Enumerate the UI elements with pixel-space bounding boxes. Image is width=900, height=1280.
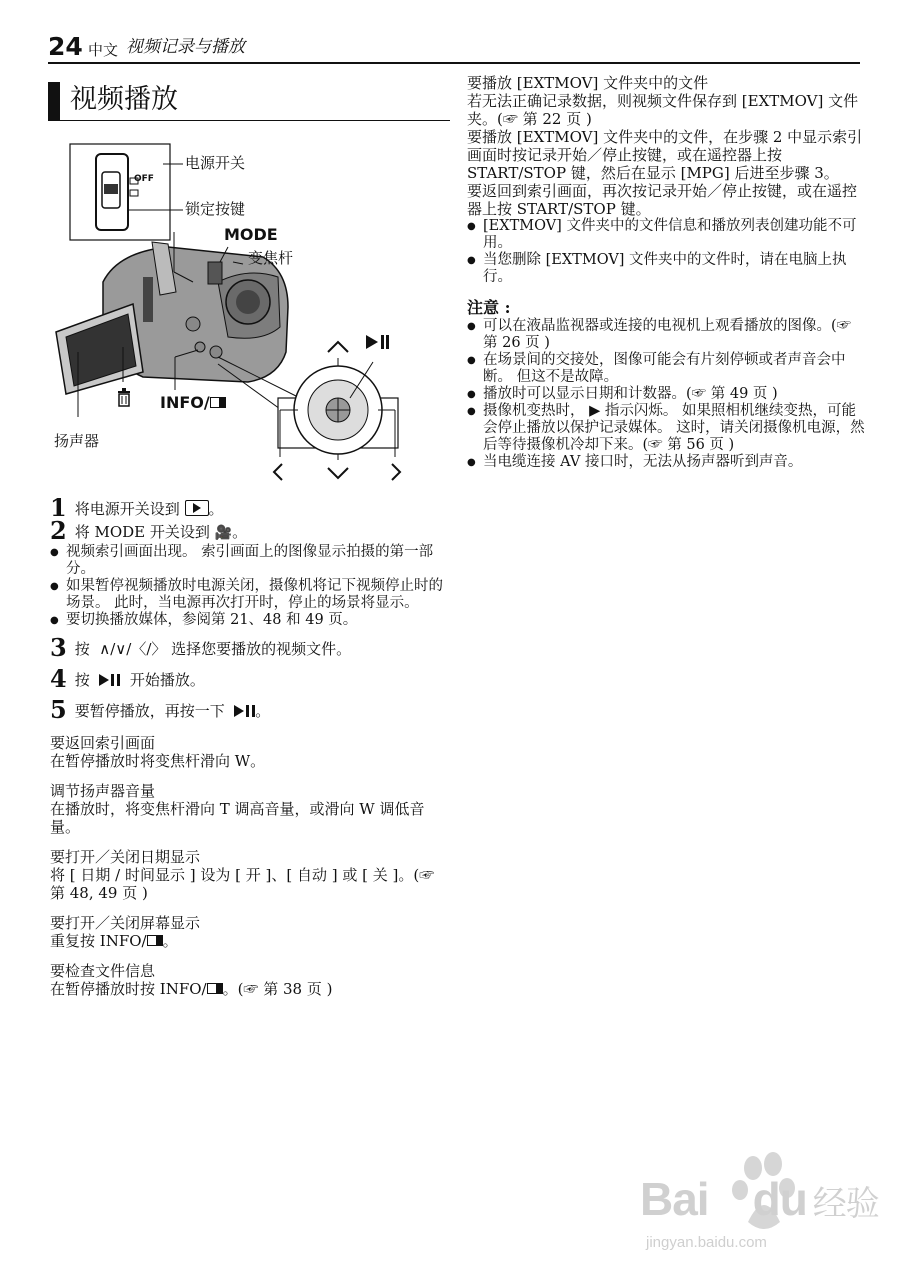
language-label: 中文 — [88, 41, 119, 59]
play-pause-icon — [366, 335, 389, 349]
extmov-bullet-1: ● [EXTMOV] 文件夹中的文件信息和播放列表创建功能不可用。 — [467, 218, 865, 252]
down-chevron-icon — [328, 468, 348, 478]
play-icon — [234, 705, 244, 717]
section-body-index: 在暂停播放时将变焦杆滑向 W。 — [50, 752, 266, 770]
display-icon — [207, 983, 223, 994]
step2-bullet-3: ● 要切换播放媒体，参阅第 21、48 和 49 页。 — [50, 612, 450, 629]
page-header — [48, 32, 860, 64]
video-mode-icon: 🎥 — [214, 525, 233, 541]
extmov-bullet-2: ● 当您删除 [EXTMOV] 文件夹中的文件时，请在电脑上执行。 — [467, 252, 865, 286]
extmov-heading: 要播放 [EXTMOV] 文件夹中的文件 — [467, 74, 709, 92]
step-3: 3 按 ∧/∨/〈/〉 选择您要播放的视频文件。 — [50, 633, 352, 662]
display-icon — [147, 935, 163, 946]
section-head-index: 要返回索引画面 — [50, 734, 156, 752]
trash-icon — [118, 388, 130, 406]
step2-bullet-2: ● 如果暂停视频播放时电源关闭，摄像机将记下视频停止时的场景。 此时，当电源再次打开时，停止的场景将显示。 — [50, 578, 450, 612]
section-body-fileinfo: 在暂停播放时按 INFO/ 。(☞ 第 38 页 ) — [50, 980, 333, 998]
switch-off-label: OFF — [134, 174, 154, 184]
left-column — [50, 493, 450, 998]
section-body-volume: 在播放时，将变焦杆滑向 T 调高音量，或滑向 W 调低音量。 — [50, 800, 425, 836]
notes-heading: 注意 : — [467, 298, 511, 317]
extmov-para-3: 要返回到索引画面，再次按记录开始／停止按键，或在遥控器上按 START/STOP 键。 — [467, 182, 858, 218]
lock-button-label: 锁定按键 — [185, 200, 246, 218]
camcorder-illustration — [48, 132, 450, 492]
note-5: ● 当电缆连接 AV 接口时，无法从扬声器听到声音。 — [467, 454, 865, 471]
info-label: INFO/ — [160, 394, 226, 412]
zoom-lever-label: 变焦杆 — [248, 249, 294, 267]
mode-label: MODE — [224, 225, 278, 244]
note-1: ● 可以在液晶监视器或连接的电视机上观看播放的图像。(☞ 第 26 页 ) — [467, 318, 865, 352]
page-title-text: 视频播放 — [70, 84, 178, 115]
note-2: ● 在场景间的交接处，图像可能会有片刻停顿或者声音会中断。 但这不是故障。 — [467, 352, 865, 386]
pause-icon — [111, 674, 120, 686]
left-chevron-icon — [274, 464, 282, 480]
step-2: 2 将 MODE 开关设到 🎥。 — [50, 516, 248, 545]
baidu-watermark — [640, 1150, 880, 1260]
right-column — [467, 74, 865, 471]
section-head-display: 要打开／关闭屏幕显示 — [50, 914, 201, 932]
pause-icon — [246, 705, 255, 717]
play-icon — [99, 674, 109, 686]
step-1: 1 将电源开关设到 。 — [50, 493, 224, 522]
section-head-fileinfo: 要检查文件信息 — [50, 962, 156, 980]
camcorder-figure — [48, 132, 450, 492]
section-head-date: 要打开／关闭日期显示 — [50, 848, 201, 866]
note-4: ● 摄像机变热时， ▶ 指示闪烁。 如果照相机继续变热，可能会停止播放以保护记录媒体。 这时，请关闭摄像机电源，然后等待摄像机冷却下来。(☞ 第 56 页 ) — [467, 403, 865, 454]
watermark-brand2: du — [752, 1173, 807, 1225]
watermark-brand: Bai — [640, 1173, 709, 1225]
step2-bullet-1: ● 视频索引画面出现。 索引画面上的图像显示拍摄的第一部分。 — [50, 544, 450, 578]
page-number: 24 — [48, 32, 83, 61]
step-5: 5 要暂停播放，再按一下 。 — [50, 695, 271, 724]
section-body-date: 将 [ 日期 / 时间显示 ] 设为 [ 开 ]、[ 自动 ] 或 [ 关 ]。(☞ 第 48, 49 页 ) — [50, 866, 435, 902]
extmov-para-1: 若无法正确记录数据，则视频文件保存到 [EXTMOV] 文件夹。(☞ 第 22 页 ) — [467, 92, 859, 128]
note-3: ● 播放时可以显示日期和计数器。(☞ 第 49 页 ) — [467, 386, 865, 403]
right-chevron-icon — [392, 464, 400, 480]
display-icon — [210, 397, 226, 408]
play-mode-icon — [185, 500, 209, 516]
extmov-para-2: 要播放 [EXTMOV] 文件夹中的文件，在步骤 2 中显示索引画面时按记录开始／停止按键，或在遥控器上按 START/STOP 键，然后在显示 [MPG] 后进至步骤 3。 — [467, 128, 863, 182]
title-bar — [48, 82, 60, 120]
speaker-label: 扬声器 — [54, 432, 100, 450]
section-head-volume: 调节扬声器音量 — [50, 782, 156, 800]
watermark-url: jingyan.baidu.com — [646, 1234, 767, 1251]
up-chevron-icon — [328, 342, 348, 352]
direction-icons: ∧/∨/〈/〉 — [99, 640, 167, 658]
page-title — [48, 82, 450, 121]
section-body-display: 重复按 INFO/ 。 — [50, 932, 178, 950]
power-switch-label: 电源开关 — [185, 154, 246, 172]
step-4: 4 按 开始播放。 — [50, 664, 205, 693]
watermark-cn: 经验 — [812, 1185, 879, 1223]
section-title: 视频记录与播放 — [126, 37, 245, 57]
